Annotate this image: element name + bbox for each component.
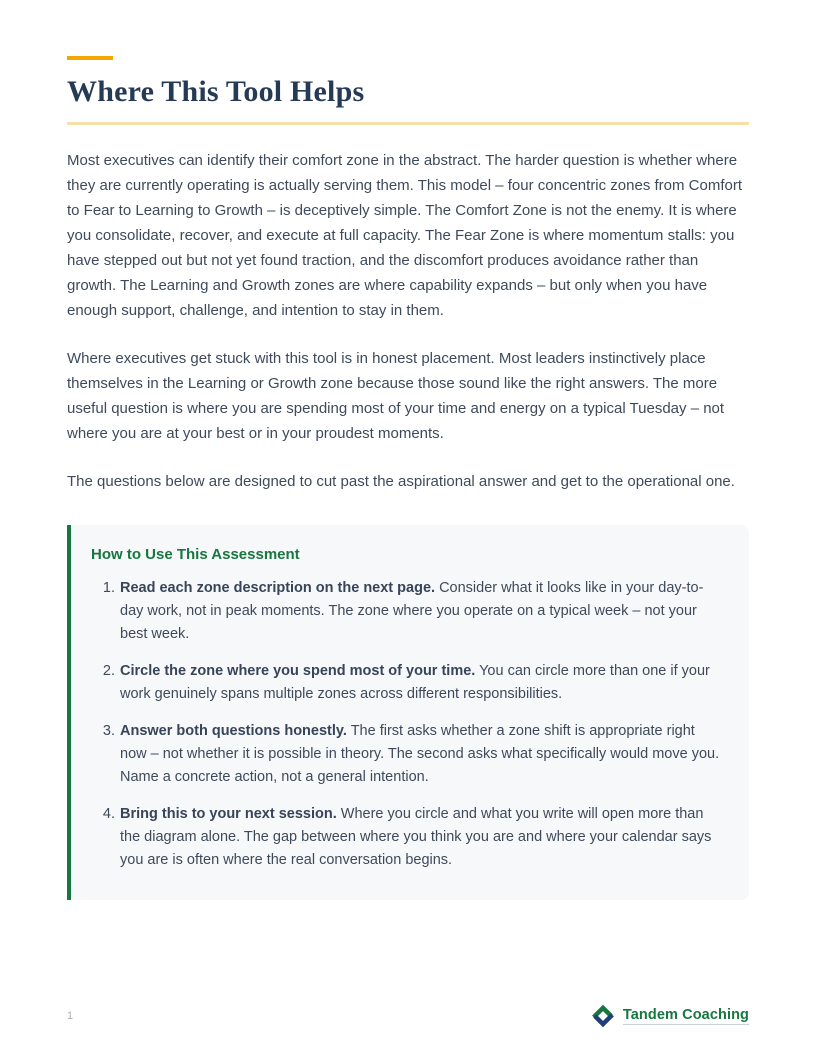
list-item-number: 4. [102,806,115,822]
list-item-lead: Read each zone description on the next page. [120,580,436,596]
list-item-rest: The first asks whether a zone shift is appropriate right now – not whether it is possible in theory. The second asks what specifically would move you. Name a concrete action, not a general intention. [120,723,720,785]
title-underline-rule [67,122,749,125]
list-item-number: 3. [102,723,115,739]
list-item-rest: You can circle more than one if your work genuinely spans multiple zones across different responsibilities. [120,663,710,702]
page-content [67,0,749,900]
page-title: Where This Tool Helps [67,75,365,108]
list-item-text [120,720,723,789]
list-item [100,720,723,789]
page-footer [67,1000,749,1032]
list-item-rest: Where you circle and what you write will open more than the diagram alone. The gap between where you think you are and where your calendar says you are is often where the real conversation begins. [120,806,712,868]
list-item [100,660,723,706]
brand-logo-link[interactable] [590,1003,749,1029]
body-copy [67,148,749,494]
brand-name: Tandem Coaching [622,1007,749,1023]
list-item-text [120,660,723,706]
list-item-lead: Answer both questions honestly. [120,723,347,739]
list-item-rest: Consider what it looks like in your day-to-day work, not in peak moments. The zone where you operate on a typical week – not your best week. [120,580,704,642]
list-item [100,577,723,646]
list-item-number: 2. [102,663,115,679]
tandem-diamond-icon [590,1003,616,1029]
list-item-number: 1. [102,580,115,596]
how-to-use-callout [67,525,749,900]
list-item [100,803,723,872]
list-item-lead: Bring this to your next session. [120,806,337,822]
paragraph-3: The questions below are designed to cut past the aspirational answer and get to the operational one. [67,473,735,490]
callout-heading: How to Use This Assessment [91,546,300,563]
list-item-text [120,803,723,872]
paragraph-1: Most executives can identify their comfort zone in the abstract. The harder question is whether where they are currently operating is actually serving them. This model – four concentric zones from Comfort to Fear to Learning to Growth – is deceptively simple. The Comfort Zone is not the enemy. It is where you consolidate, recover, and execute at full capacity. The Fear Zone is where momentum stalls: you have stepped out but not yet found traction, and the discomfort produces avoidance rather than growth. The Learning and Growth zones are where capability expands – but only when you have enough support, challenge, and intention to stay in them. [67,152,743,319]
callout-numbered-list [91,577,723,872]
list-item-text [120,577,723,646]
title-accent-bar [67,56,113,60]
list-item-lead: Circle the zone where you spend most of your time. [120,663,476,679]
page-number: 1 [67,1010,74,1022]
paragraph-2: Where executives get stuck with this tool is in honest placement. Most leaders instinctively place themselves in the Learning or Growth zone because those sound like the right answers. The more useful question is where you are spending most of your time and energy on a typical Tuesday – not where you are at your best or in your proudest moments. [67,350,725,442]
